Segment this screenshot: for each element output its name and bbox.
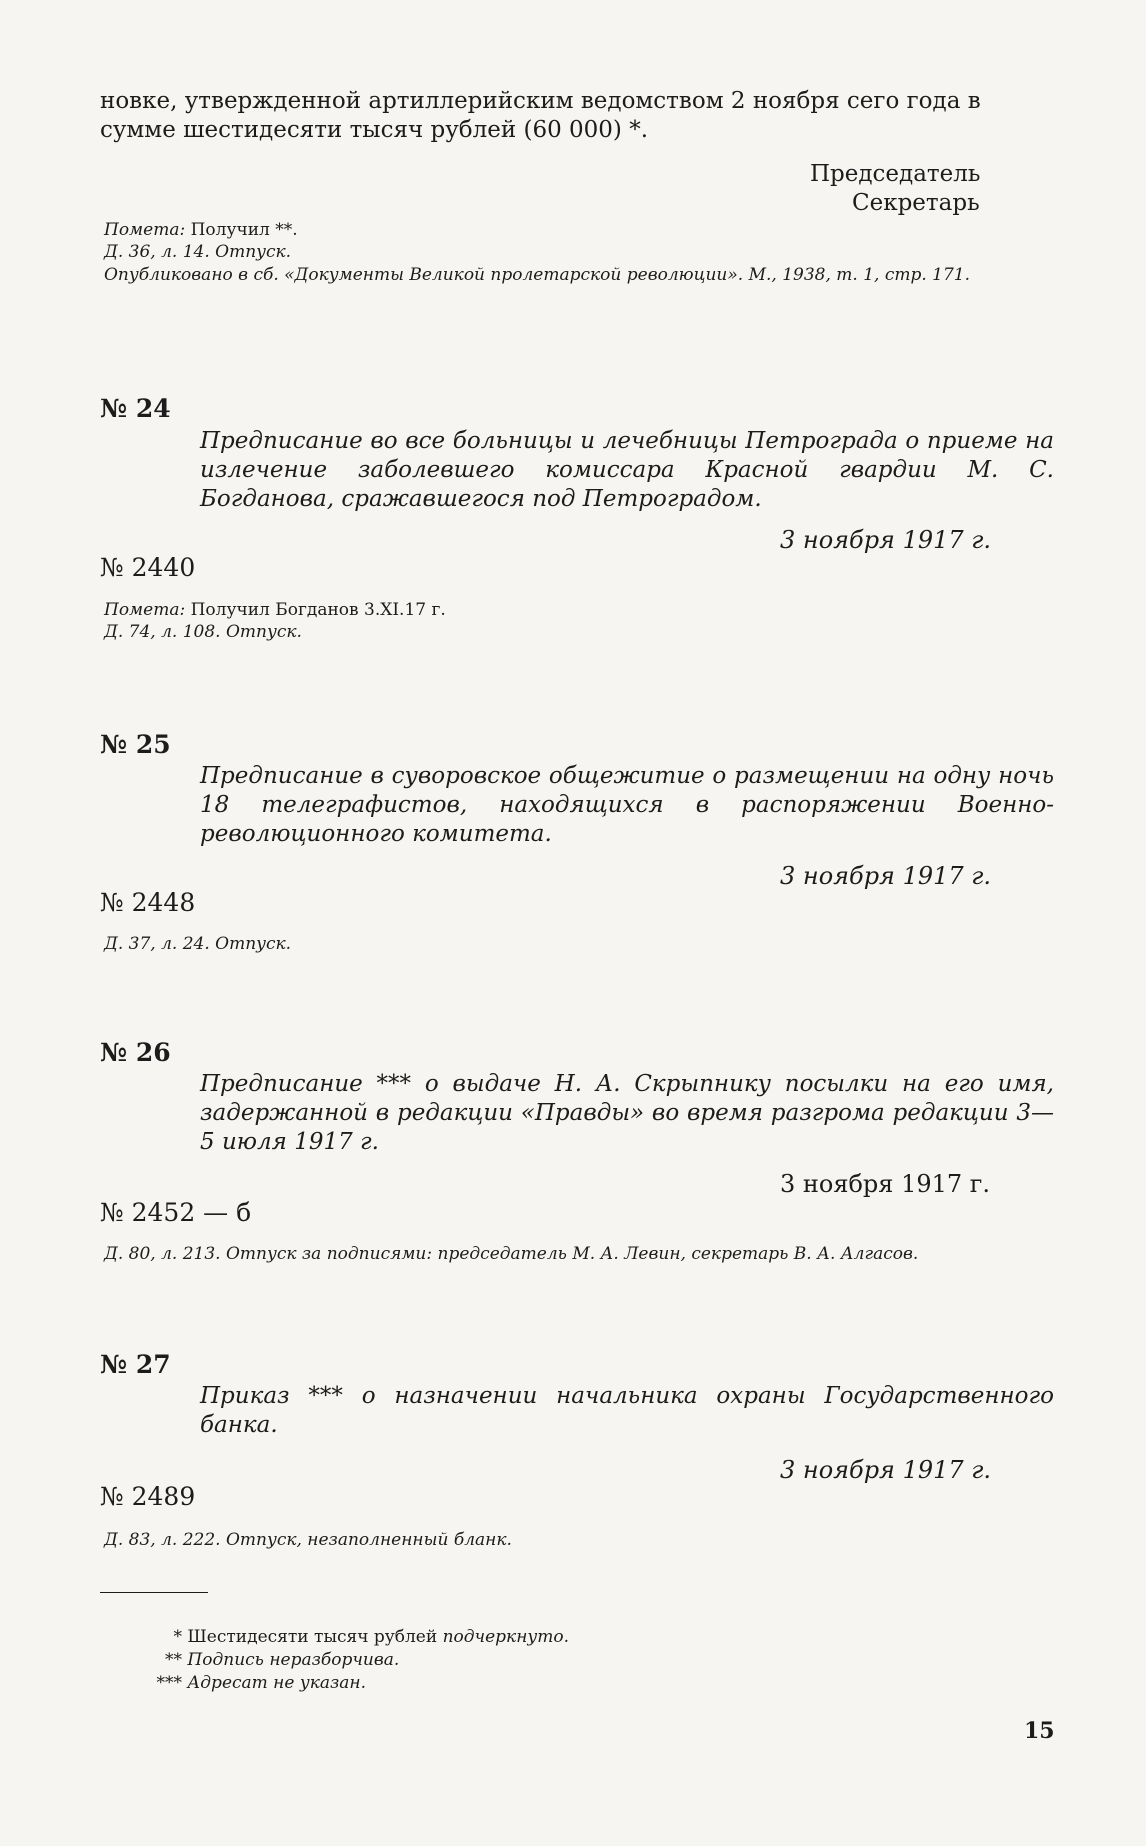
doc-27-reg-number: № 2489 (100, 1482, 196, 1511)
doc-24-title: Предписание во все больницы и лечебницы Петрограда о приеме на излечение заболевшего комиссара Красной гвардии М. С. Богданова, сражавшегося под Петроградом. (200, 428, 1054, 512)
doc-24-date: 3 ноября 1917 г. (780, 526, 992, 554)
footnote-3: *** Адресат не указан. (156, 1673, 366, 1693)
doc-25-archive-ref: Д. 37, л. 24. Отпуск. (104, 934, 292, 954)
doc-26-archive-ref: Д. 80, л. 213. Отпуск за подписями: председатель М. А. Левин, секретарь В. А. Алгасов. (104, 1244, 919, 1264)
doc-24-archive-ref: Д. 74, л. 108. Отпуск. (104, 622, 302, 642)
doc-24-note: Помета: Получил Богданов 3.XI.17 г. (104, 600, 446, 620)
doc-25-date: 3 ноября 1917 г. (780, 862, 992, 890)
doc-24-reg-number: № 2440 (100, 553, 196, 582)
chairman-label: Председатель (810, 161, 981, 187)
intro-archive-ref: Д. 36, л. 14. Отпуск. (104, 242, 292, 262)
doc-27-date: 3 ноября 1917 г. (780, 1456, 992, 1484)
doc-27-number: № 27 (100, 1350, 171, 1379)
footnote-2: ** Подпись неразборчива. (165, 1650, 400, 1670)
doc-25-number: № 25 (100, 730, 171, 759)
doc-27-archive-ref: Д. 83, л. 222. Отпуск, незаполненный бланк. (104, 1530, 512, 1550)
intro-published-ref: Опубликовано в сб. «Документы Великой пролетарской революции». М., 1938, т. 1, стр. 171. (104, 265, 971, 285)
footnote-separator (100, 1592, 208, 1593)
footnote-1: * Шестидесяти тысяч рублей подчеркнуто. (173, 1627, 570, 1647)
doc-26-date: 3 ноября 1917 г. (780, 1170, 990, 1198)
doc-25-title: Предписание в суворовское общежитие о размещении на одну ночь 18 телеграфистов, находящихся в распоряжении Военно-революционного комитета. (200, 763, 1054, 847)
doc-24-number: № 24 (100, 394, 171, 423)
intro-line-2: сумме шестидесяти тысяч рублей (60 000) *. (100, 117, 649, 143)
intro-line-1: новке, утвержденной артиллерийским ведомством 2 ноября сего года в (100, 88, 981, 114)
doc-25-reg-number: № 2448 (100, 888, 196, 917)
doc-26-number: № 26 (100, 1038, 171, 1067)
doc-26-reg-number: № 2452 — б (100, 1198, 252, 1227)
doc-27-title: Приказ *** о назначении начальника охраны Государственного банка. (200, 1383, 1054, 1438)
doc-26-title: Предписание *** о выдаче Н. А. Скрыпнику посылки на его имя, задержанной в редакции «Правды» во время разгрома редакции 3—5 июля 1917 г. (200, 1071, 1054, 1155)
secretary-label: Секретарь (852, 190, 980, 216)
intro-note: Помета: Получил **. (104, 220, 298, 240)
page-number: 15 (1024, 1718, 1055, 1744)
